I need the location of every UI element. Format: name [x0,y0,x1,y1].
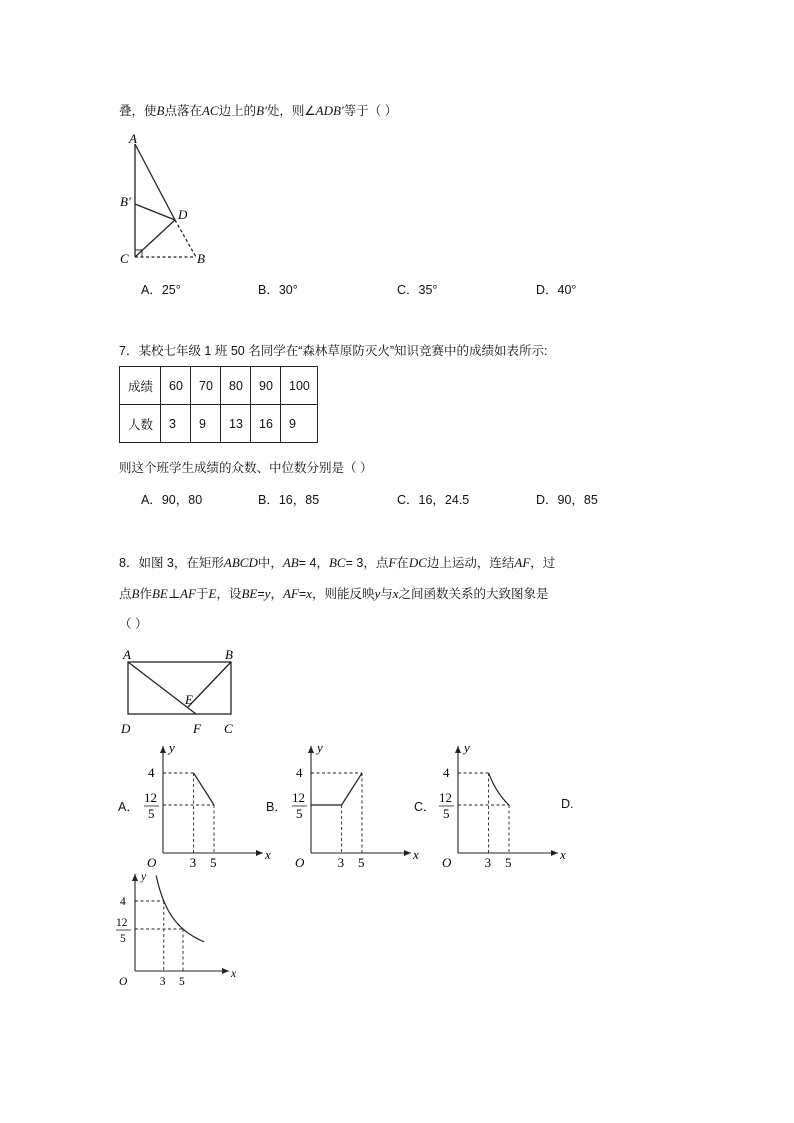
q7-option-b[interactable]: B．16，85 [258,493,320,507]
tick-label-12: 12 [439,790,452,805]
tick-label-12: 12 [144,790,157,805]
tick-label-3: 3 [484,855,492,870]
table-row [120,367,318,405]
q6-option-d[interactable]: D．40° [536,283,577,297]
tick-label-4: 4 [443,765,450,780]
origin-label: O [442,855,452,870]
q6-triangle-figure [110,128,220,268]
q7-option-a[interactable]: A．90，80 [141,493,203,507]
tick-label-5: 5 [358,855,365,870]
x-axis-arrow [404,850,411,856]
y-axis-arrow [455,746,461,753]
fig8-label-d: D [121,721,131,736]
fig8-label-f: F [193,721,201,736]
fig6-label-a: A [129,131,137,146]
tick-label-12: 12 [292,790,305,805]
table-cell: 100 [281,367,318,405]
tick-label-5: 5 [179,976,185,988]
graph-option-d [115,868,245,988]
table-cell: 9 [191,405,221,443]
q8-stem-line3: （ ） [119,617,148,631]
q8-option-c[interactable]: C． [414,800,436,814]
y-axis-label: y [169,740,175,755]
fig6-label-b: B [197,251,205,266]
table-row-label: 人数 [120,405,161,443]
tick-label-3: 3 [159,976,166,988]
q7-question: 则这个班学生成绩的众数、中位数分别是（ ） [119,461,373,475]
table-cell: 3 [161,405,191,443]
fig6-label-d: D [178,207,188,222]
function-curve [489,773,509,805]
table-cell: 70 [191,367,221,405]
fig6-label-bprime: B′ [120,194,131,209]
table-cell: 80 [221,367,251,405]
tick-label-5-denominator: 5 [443,806,450,821]
tick-label-4: 4 [296,765,303,780]
graph-option-a [140,738,280,868]
tick-label-5-denominator: 5 [120,933,126,945]
function-curve [194,773,214,805]
y-axis-label: y [141,871,147,883]
graph-option-c [435,738,575,868]
x-axis-label: x [231,968,237,980]
origin-label: O [295,855,305,870]
q7-option-c[interactable]: C．16，24.5 [397,493,470,507]
tick-label-5: 5 [210,855,217,870]
y-axis-label: y [464,740,470,755]
q6-option-a[interactable]: A．25° [141,283,181,297]
graph-option-b [288,738,428,868]
x-axis-label: x [265,847,271,862]
x-axis-label: x [413,847,419,862]
table-row [120,405,318,443]
q6-stem: 叠，使B点落在AC边上的B′处，则∠ADB′等于（ ） [119,103,398,118]
x-axis-arrow [551,850,558,856]
q8-option-d[interactable]: D. [561,797,574,811]
x-axis-arrow [222,968,229,974]
tick-label-12: 12 [116,917,128,929]
fig6-label-c: C [120,251,129,266]
tick-label-4: 4 [120,896,126,908]
table-cell: 60 [161,367,191,405]
q8-rectangle-figure [118,645,248,740]
q7-stem: 7．某校七年级 1 班 50 名同学在“森林草原防灭火”知识竞赛中的成绩如表所示: [119,344,548,358]
q8-option-a[interactable]: A． [118,800,139,814]
table-row-label: 成绩 [120,367,161,405]
function-curve [311,773,362,805]
y-axis-arrow [160,746,166,753]
table-cell: 90 [251,367,281,405]
q6-option-b[interactable]: B．30° [258,283,298,297]
tick-label-5-denominator: 5 [296,806,303,821]
q8-stem-line1: 8．如图 3，在矩形ABCD中，AB= 4，BC= 3，点F在DC边上运动，连结AF，过 [119,555,556,570]
y-axis-label: y [317,740,323,755]
fig8-label-c: C [224,721,233,736]
tick-label-5-denominator: 5 [148,806,155,821]
fig8-label-e: E [185,692,193,707]
score-table [119,366,318,443]
tick-label-3: 3 [337,855,345,870]
q6-option-c[interactable]: C．35° [397,283,438,297]
tick-label-5: 5 [505,855,512,870]
x-axis-arrow [256,850,263,856]
y-axis-arrow [308,746,314,753]
origin-label: O [119,976,128,988]
x-axis-label: x [560,847,566,862]
fig8-label-a: A [123,647,131,662]
tick-label-4: 4 [148,765,155,780]
y-axis-arrow [132,874,138,881]
function-curve [156,876,204,942]
table-cell: 16 [251,405,281,443]
q7-option-d[interactable]: D．90，85 [536,493,598,507]
q8-option-b[interactable]: B． [266,800,287,814]
q8-stem-line2: 点B作BE⊥AF于E，设BE=y，AF=x，则能反映y与x之间函数关系的大致图象是 [119,586,549,601]
origin-label: O [147,855,157,870]
tick-label-3: 3 [189,855,197,870]
table-cell: 13 [221,405,251,443]
fig8-label-b: B [225,647,233,662]
table-cell: 9 [281,405,318,443]
